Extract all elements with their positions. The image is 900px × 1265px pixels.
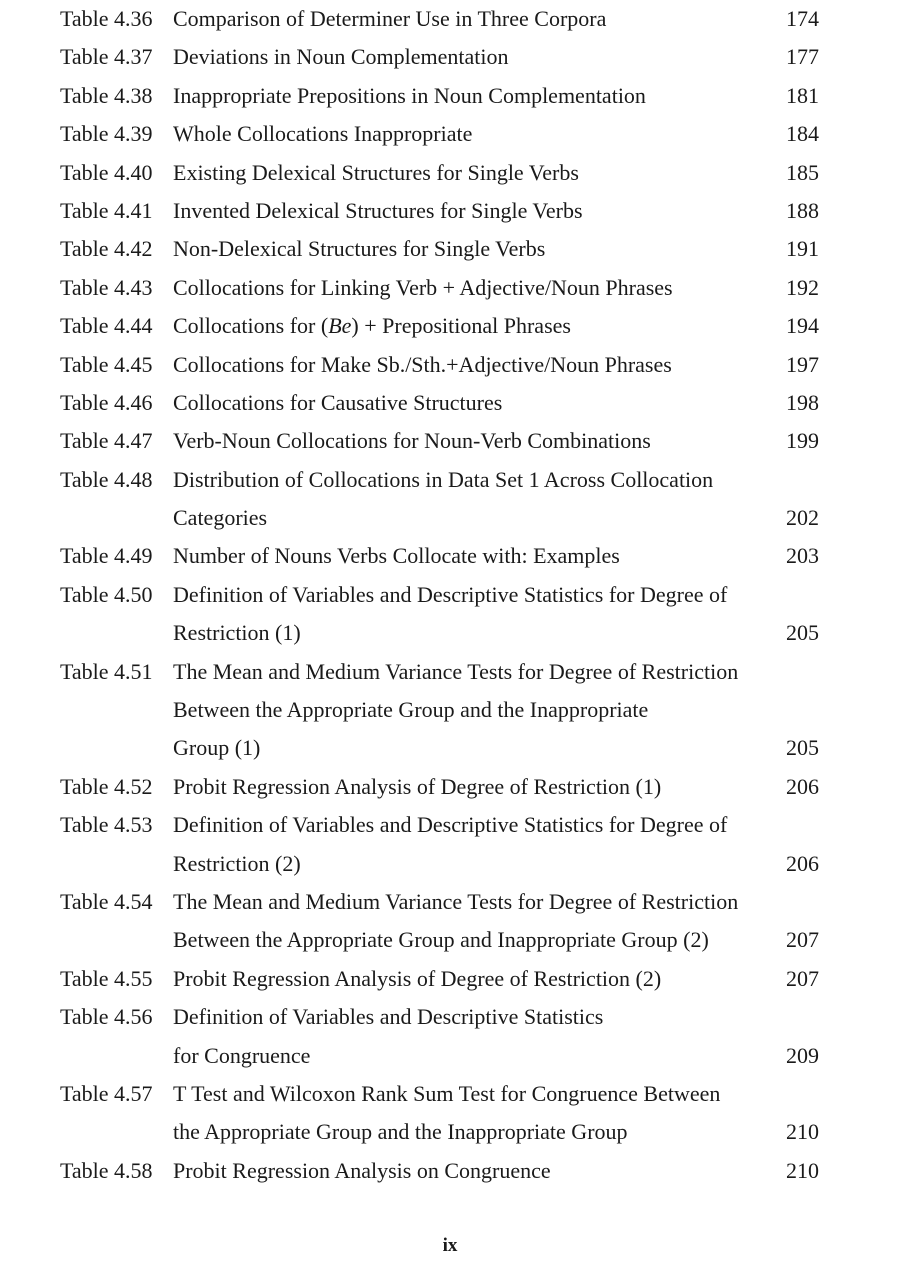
toc-entry-line	[0, 537, 900, 575]
page-ref: 205	[786, 735, 819, 761]
table-number: Table 4.51	[60, 658, 153, 684]
toc-entry-line	[0, 998, 900, 1036]
toc-entry	[0, 960, 900, 998]
table-number: Table 4.56	[60, 1004, 153, 1030]
toc-entry	[0, 269, 900, 307]
table-title: Deviations in Noun Complementation	[173, 44, 509, 70]
toc-entry-line	[0, 883, 900, 921]
table-number: Table 4.46	[60, 389, 153, 415]
toc-entry-line	[0, 845, 900, 883]
table-title: Distribution of Collocations in Data Set 1 Across Collocation	[173, 466, 714, 492]
table-number: Table 4.53	[60, 812, 153, 838]
toc-entry-line	[0, 269, 900, 307]
toc-entry-line	[0, 230, 900, 268]
page-ref: 191	[786, 236, 819, 262]
table-number: Table 4.44	[60, 313, 153, 339]
toc-entry	[0, 461, 900, 538]
toc-entry-line	[0, 307, 900, 345]
table-title: Invented Delexical Structures for Single Verbs	[173, 197, 583, 223]
page-ref: 185	[786, 159, 819, 185]
table-title: Number of Nouns Verbs Collocate with: Examples	[173, 543, 620, 569]
table-number: Table 4.40	[60, 159, 153, 185]
table-title: Collocations for Causative Structures	[173, 389, 503, 415]
table-number: Table 4.58	[60, 1157, 153, 1183]
table-number: Table 4.42	[60, 236, 153, 262]
page-ref: 207	[786, 927, 819, 953]
table-number: Table 4.43	[60, 274, 153, 300]
toc-entry-line	[0, 1113, 900, 1151]
table-title: Definition of Variables and Descriptive Statistics for Degree of	[173, 812, 728, 838]
page-ref: 206	[786, 850, 819, 876]
table-title: Probit Regression Analysis of Degree of Restriction (2)	[173, 965, 662, 991]
table-title: T Test and Wilcoxon Rank Sum Test for Congruence Between	[173, 1080, 721, 1106]
table-number: Table 4.36	[60, 6, 153, 31]
page-ref: 184	[786, 121, 819, 147]
page-ref: 203	[786, 543, 819, 569]
table-number: Table 4.38	[60, 82, 153, 108]
page-ref: 199	[786, 428, 819, 454]
toc-entry	[0, 230, 900, 268]
table-number: Table 4.39	[60, 121, 153, 147]
toc-entry	[0, 77, 900, 115]
table-number: Table 4.52	[60, 773, 153, 799]
table-title: Probit Regression Analysis on Congruence	[173, 1157, 551, 1183]
table-title: Inappropriate Prepositions in Noun Complementation	[173, 82, 646, 108]
table-number: Table 4.45	[60, 351, 153, 377]
page-ref: 209	[786, 1042, 819, 1068]
table-title: Whole Collocations Inappropriate	[173, 121, 473, 147]
table-number: Table 4.55	[60, 965, 153, 991]
toc-entry-line	[0, 653, 900, 691]
table-number: Table 4.48	[60, 466, 153, 492]
table-title: Categories	[173, 505, 268, 531]
table-title: Definition of Variables and Descriptive Statistics	[173, 1004, 604, 1030]
toc-entry	[0, 307, 900, 345]
toc-entry	[0, 998, 900, 1075]
toc-entry	[0, 346, 900, 384]
table-title: Restriction (1)	[173, 620, 301, 646]
page-number: ix	[442, 1235, 458, 1256]
table-title: The Mean and Medium Variance Tests for Degree of Restriction	[173, 658, 739, 684]
toc-entry-line	[0, 576, 900, 614]
toc-entry	[0, 422, 900, 460]
page-ref: 206	[786, 773, 819, 799]
table-title: Non-Delexical Structures for Single Verbs	[173, 236, 546, 262]
toc-entry	[0, 38, 900, 76]
toc-entry-line	[0, 806, 900, 844]
table-number: Table 4.49	[60, 543, 153, 569]
page-ref: 177	[786, 44, 819, 70]
table-number: Table 4.50	[60, 581, 153, 607]
toc-entry	[0, 537, 900, 575]
page-ref: 174	[786, 6, 819, 31]
table-title: Comparison of Determiner Use in Three Corpora	[173, 6, 607, 31]
table-title: Definition of Variables and Descriptive Statistics for Degree of	[173, 581, 728, 607]
toc-entry	[0, 653, 900, 768]
table-title: Restriction (2)	[173, 850, 301, 876]
italic-term: Be	[328, 313, 352, 339]
toc-entry	[0, 384, 900, 422]
page-ref: 198	[786, 389, 819, 415]
toc-entry-line	[0, 154, 900, 192]
toc-entry-line	[0, 691, 900, 729]
toc-entry-line	[0, 960, 900, 998]
page-ref: 202	[786, 505, 819, 531]
page-ref: 194	[786, 313, 819, 339]
toc-entry-line	[0, 921, 900, 959]
page-ref: 197	[786, 351, 819, 377]
toc-entry	[0, 1075, 900, 1152]
table-title: Verb-Noun Collocations for Noun-Verb Combinations	[173, 428, 651, 454]
toc-entry-line	[0, 1037, 900, 1075]
page-ref: 210	[786, 1157, 819, 1183]
table-title: Group (1)	[173, 735, 261, 761]
table-title: Between the Appropriate Group and the Inappropriate	[173, 697, 649, 723]
table-number: Table 4.57	[60, 1080, 153, 1106]
toc-entry-line	[0, 346, 900, 384]
toc-entry	[0, 1152, 900, 1190]
table-title: Probit Regression Analysis of Degree of Restriction (1)	[173, 773, 662, 799]
toc-entry	[0, 192, 900, 230]
toc-entry	[0, 576, 900, 653]
page-ref: 207	[786, 965, 819, 991]
table-title: Collocations for (Be) + Prepositional Phrases	[173, 313, 571, 339]
page-ref: 210	[786, 1119, 819, 1145]
table-title: Existing Delexical Structures for Single Verbs	[173, 159, 579, 185]
toc-entry	[0, 768, 900, 806]
table-title: the Appropriate Group and the Inappropriate Group	[173, 1119, 628, 1145]
toc-entry	[0, 0, 900, 38]
toc-entry-line	[0, 422, 900, 460]
toc-entry	[0, 154, 900, 192]
toc-entry-line	[0, 461, 900, 499]
page-ref: 205	[786, 620, 819, 646]
toc-entry-line	[0, 768, 900, 806]
toc-entry-line	[0, 0, 900, 38]
toc-entry-line	[0, 1075, 900, 1113]
toc-entry-line	[0, 384, 900, 422]
toc-entry-line	[0, 499, 900, 537]
table-title: Collocations for Linking Verb + Adjective/Noun Phrases	[173, 274, 673, 300]
table-number: Table 4.54	[60, 888, 153, 914]
table-number: Table 4.37	[60, 44, 153, 70]
toc-entry-line	[0, 77, 900, 115]
toc-entry	[0, 883, 900, 960]
table-number: Table 4.47	[60, 428, 153, 454]
toc-entry	[0, 115, 900, 153]
table-title: The Mean and Medium Variance Tests for Degree of Restriction	[173, 888, 739, 914]
page-ref: 181	[786, 82, 819, 108]
table-number: Table 4.41	[60, 197, 153, 223]
table-title: Collocations for Make Sb./Sth.+Adjective/Noun Phrases	[173, 351, 672, 377]
toc-entry-line	[0, 115, 900, 153]
table-title: Between the Appropriate Group and Inappropriate Group (2)	[173, 927, 709, 953]
table-title: for Congruence	[173, 1042, 311, 1068]
toc-entry-line	[0, 192, 900, 230]
page-ref: 192	[786, 274, 819, 300]
toc-entry	[0, 806, 900, 883]
toc-entry-line	[0, 38, 900, 76]
page-ref: 188	[786, 197, 819, 223]
toc-entry-line	[0, 614, 900, 652]
toc-entry-line	[0, 729, 900, 767]
toc-entry-line	[0, 1152, 900, 1190]
